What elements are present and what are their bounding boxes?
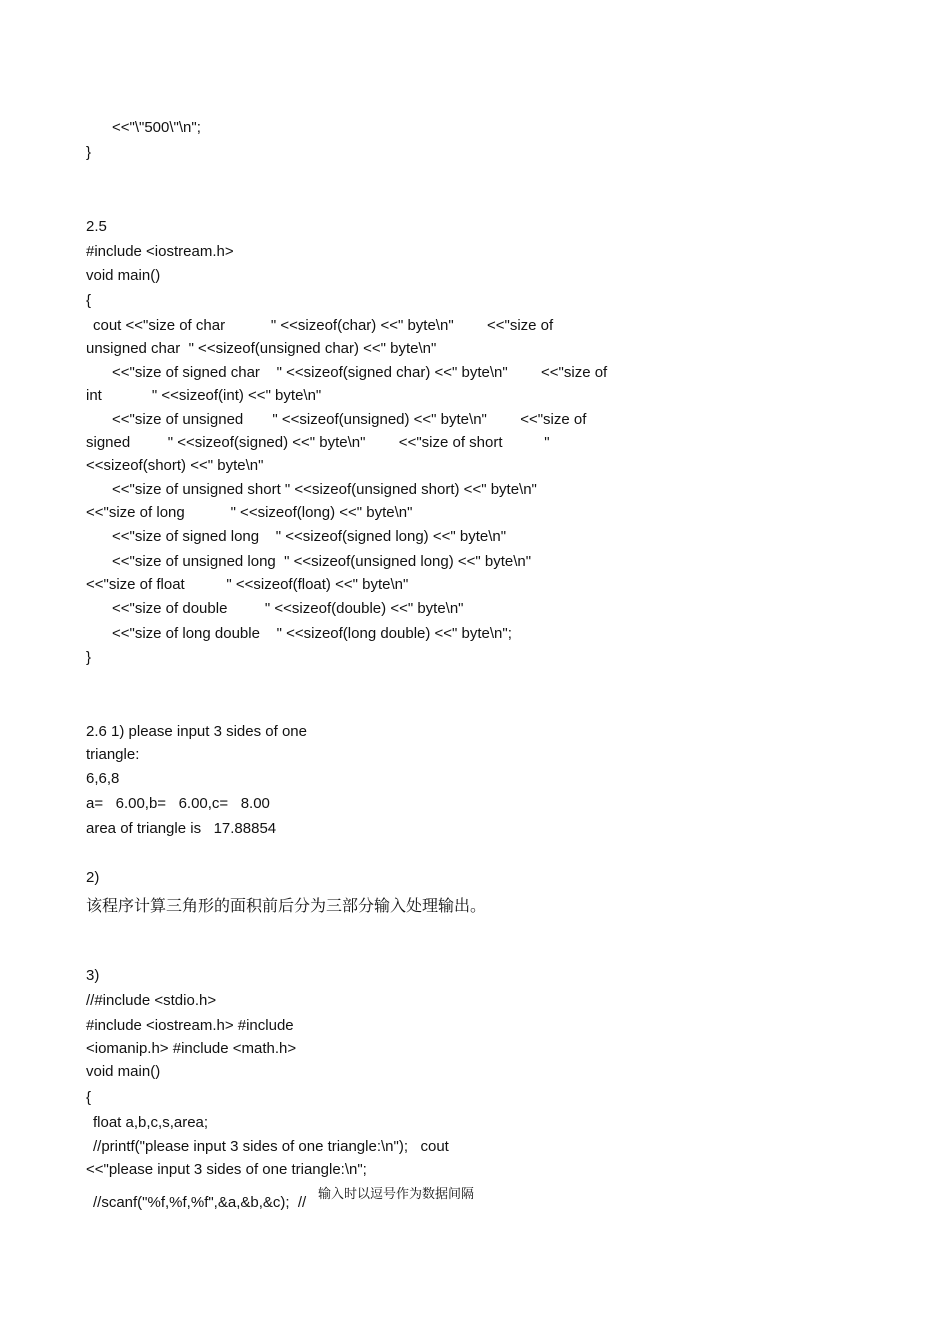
code-line: #include <iostream.h> #include [86,1017,294,1034]
code-line: unsigned char " <<sizeof(unsigned char) <<" byte\n" [86,340,437,357]
code-line: } [86,144,92,161]
code-line: void main() [86,1063,161,1080]
code-line: { [86,1089,92,1106]
code-line: float a,b,c,s,area; [93,1114,209,1131]
code-line: <<"size of unsigned short " <<sizeof(unsigned short) <<" byte\n" [112,481,537,498]
code-line: { [86,292,92,309]
code-line: void main() [86,267,161,284]
section-heading-2-5: 2.5 [86,218,107,235]
code-line: <<sizeof(short) <<" byte\n" [86,457,264,474]
code-line: //#include <stdio.h> [86,992,217,1009]
section-heading-2-6: 2.6 1) please input 3 sides of one [86,723,307,740]
code-line: <<"size of signed long " <<sizeof(signed long) <<" byte\n" [112,528,507,545]
code-line: <<"size of signed char " <<sizeof(signed char) <<" byte\n" <<"size of [112,364,608,381]
item-label-3: 3) [86,967,100,984]
output-line: 6,6,8 [86,770,120,787]
code-line: //scanf("%f,%f,%f",&a,&b,&c); // [93,1194,307,1211]
code-line: <<"size of unsigned " <<sizeof(unsigned) <<" byte\n" <<"size of [112,411,587,428]
code-line: } [86,649,92,666]
code-line: <<"size of double " <<sizeof(double) <<" byte\n" [112,600,464,617]
comment-note: 输入时以逗号作为数据间隔 [318,1187,475,1202]
description-text: 该程序计算三角形的面积前后分为三部分输入处理输出。 [86,896,487,915]
code-line: cout <<"size of char " <<sizeof(char) <<" byte\n" <<"size of [93,317,554,334]
code-line: signed " <<sizeof(signed) <<" byte\n" <<"size of short " [86,434,550,451]
output-line: a= 6.00,b= 6.00,c= 8.00 [86,795,270,812]
code-line: #include <iostream.h> [86,243,234,260]
output-line: triangle: [86,746,140,763]
code-line: <<"\"500\"\n"; [112,119,201,136]
code-line: //printf("please input 3 sides of one triangle:\n"); cout [93,1138,449,1155]
output-line: area of triangle is 17.88854 [86,820,277,837]
code-line: <iomanip.h> #include <math.h> [86,1040,297,1057]
code-line: <<"please input 3 sides of one triangle:\n"; [86,1161,367,1178]
code-line: <<"size of float " <<sizeof(float) <<" byte\n" [86,576,409,593]
item-label-2: 2) [86,869,100,886]
code-line: <<"size of long " <<sizeof(long) <<" byte\n" [86,504,413,521]
code-line: int " <<sizeof(int) <<" byte\n" [86,387,322,404]
code-line: <<"size of long double " <<sizeof(long double) <<" byte\n"; [112,625,512,642]
code-line: <<"size of unsigned long " <<sizeof(unsigned long) <<" byte\n" [112,553,532,570]
